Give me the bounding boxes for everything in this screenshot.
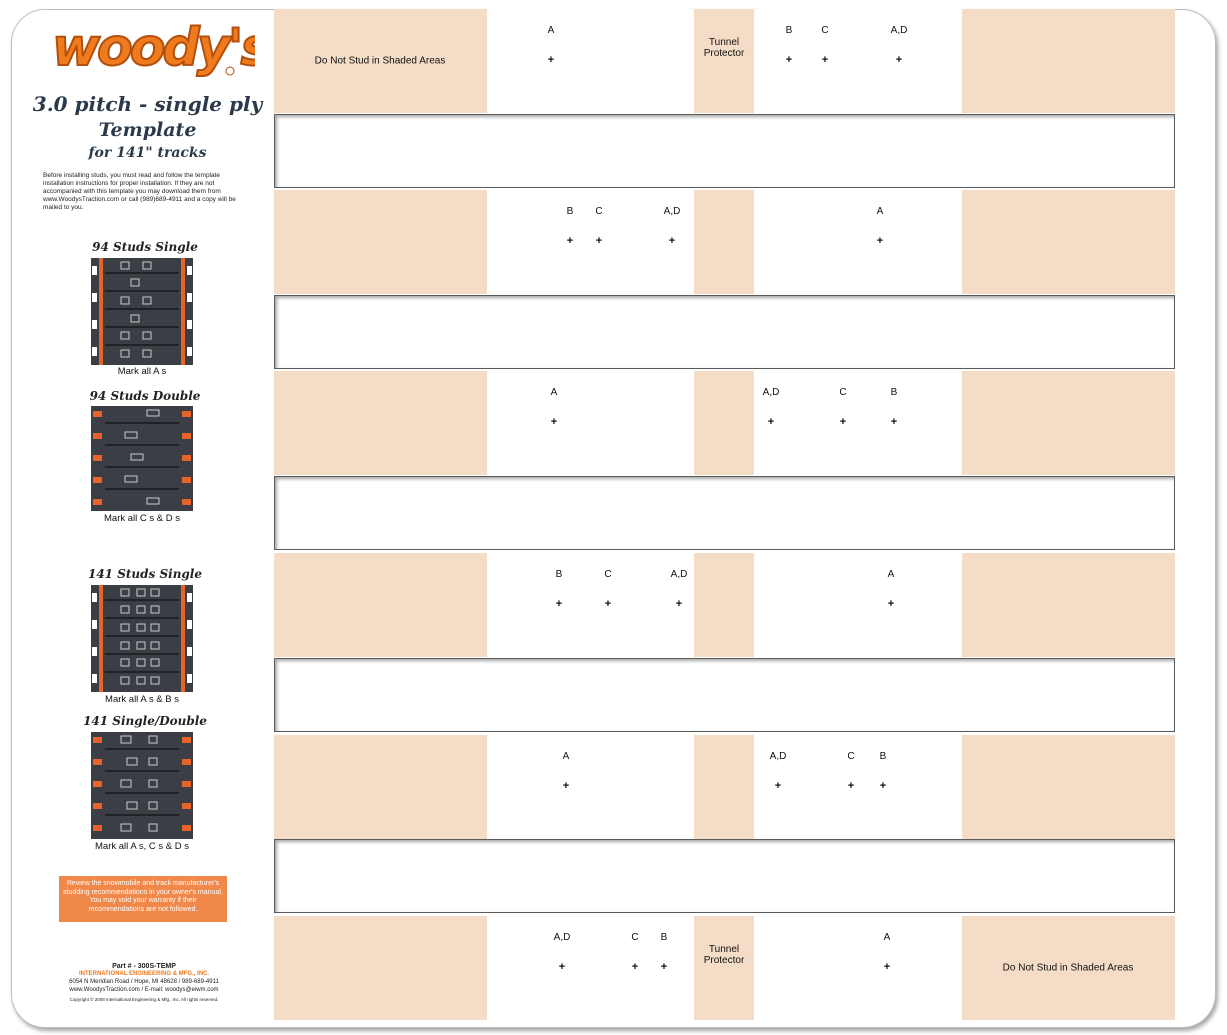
shaded-area bbox=[274, 916, 487, 1020]
stud-mark-plus: + bbox=[767, 416, 775, 428]
track-cutout-slot bbox=[274, 476, 1175, 550]
pattern-title-141-single: 141 Studs Single bbox=[87, 567, 203, 581]
track-cutout-slot bbox=[274, 839, 1175, 913]
stud-label-right: C bbox=[839, 387, 847, 398]
stud-mark-plus: + bbox=[883, 961, 891, 973]
stud-mark-plus: + bbox=[890, 416, 898, 428]
shaded-area bbox=[694, 9, 754, 113]
brand-logo bbox=[50, 15, 255, 85]
pattern-image-94-single bbox=[91, 258, 193, 365]
stud-zone bbox=[487, 735, 694, 839]
stud-label-right: A,D bbox=[890, 25, 908, 36]
stud-zone bbox=[754, 916, 962, 1020]
company-address: 6054 N Meridian Road / Hope, MI 48628 / 989-689-4911 bbox=[69, 979, 219, 985]
template-band bbox=[274, 553, 1175, 657]
template-band bbox=[274, 190, 1175, 294]
shaded-area bbox=[694, 371, 754, 475]
stud-mark-plus: + bbox=[887, 598, 895, 610]
stud-label-right: C bbox=[821, 25, 829, 36]
info-panel bbox=[30, 15, 265, 1015]
shaded-area bbox=[274, 553, 487, 657]
shaded-area bbox=[274, 371, 487, 475]
stud-label-left: B bbox=[555, 569, 563, 580]
pattern-image-141-single-double bbox=[91, 732, 193, 839]
part-number: Part # - 300S-TEMP bbox=[112, 963, 176, 970]
pattern-image-94-double bbox=[91, 406, 193, 511]
track-cutout-slot bbox=[274, 295, 1175, 369]
pattern-image-141-single bbox=[91, 585, 193, 692]
company-name: INTERNATIONAL ENGINEERING & MFG., INC. bbox=[78, 971, 210, 977]
template-band bbox=[274, 735, 1175, 839]
stud-label-left: A bbox=[547, 25, 555, 36]
stud-label-right: A bbox=[883, 932, 891, 943]
stud-label-right: A,D bbox=[762, 387, 780, 398]
stud-label-right: B bbox=[785, 25, 793, 36]
shaded-area bbox=[962, 553, 1175, 657]
stud-label-left: C bbox=[604, 569, 612, 580]
pattern-caption-94-single: Mark all A s bbox=[117, 366, 167, 377]
stud-mark-plus: + bbox=[604, 598, 612, 610]
stud-mark-plus: + bbox=[847, 780, 855, 792]
shaded-area-note: Do Not Stud in Shaded Areas bbox=[1002, 962, 1134, 974]
stud-label-left: A bbox=[562, 751, 570, 762]
stud-zone bbox=[754, 190, 962, 294]
stud-mark-plus: + bbox=[547, 54, 555, 66]
template-band bbox=[274, 371, 1175, 475]
tunnel-protector-label: Tunnel Protector bbox=[703, 37, 745, 59]
shaded-area bbox=[694, 916, 754, 1020]
shaded-area bbox=[962, 371, 1175, 475]
stud-mark-plus: + bbox=[879, 780, 887, 792]
warning-notice: Review the snowmobile and track manufacturer's studding recommendations in your owner's manual. You may void your warranty if their recommendations are not followed. bbox=[59, 876, 227, 922]
stud-mark-plus: + bbox=[631, 961, 639, 973]
stud-mark-plus: + bbox=[668, 235, 676, 247]
stud-label-right: A,D bbox=[769, 751, 787, 762]
template-title-pitch: 3.0 pitch - single ply bbox=[32, 92, 263, 116]
stud-mark-plus: + bbox=[821, 54, 829, 66]
stud-zone bbox=[754, 371, 962, 475]
shaded-area bbox=[962, 9, 1175, 113]
stud-label-left: C bbox=[595, 206, 603, 217]
svg-text:woody's: woody's bbox=[52, 18, 255, 78]
stud-template-grid bbox=[274, 9, 1175, 1021]
pattern-title-94-double: 94 Studs Double bbox=[89, 389, 201, 403]
stud-zone bbox=[754, 553, 962, 657]
shaded-area bbox=[962, 190, 1175, 294]
pattern-title-94-single: 94 Studs Single bbox=[92, 240, 198, 254]
shaded-area bbox=[694, 190, 754, 294]
stud-label-left: A,D bbox=[663, 206, 681, 217]
stud-mark-plus: + bbox=[675, 598, 683, 610]
stud-mark-plus: + bbox=[839, 416, 847, 428]
copyright: Copyright © 2008 International Engineering & Mfg., Inc. All rights reserved. bbox=[69, 997, 219, 1002]
stud-label-left: A,D bbox=[553, 932, 571, 943]
stud-mark-plus: + bbox=[558, 961, 566, 973]
template-subtitle: for 141" tracks bbox=[88, 145, 207, 161]
shaded-area bbox=[274, 735, 487, 839]
shaded-area-note: Do Not Stud in Shaded Areas bbox=[314, 55, 446, 67]
shaded-area bbox=[694, 553, 754, 657]
stud-mark-plus: + bbox=[785, 54, 793, 66]
stud-mark-plus: + bbox=[876, 235, 884, 247]
stud-zone bbox=[487, 9, 694, 113]
stud-mark-plus: + bbox=[562, 780, 570, 792]
stud-label-right: A bbox=[887, 569, 895, 580]
stud-label-right: A bbox=[876, 206, 884, 217]
stud-mark-plus: + bbox=[660, 961, 668, 973]
pattern-title-141-single-double: 141 Single/Double bbox=[83, 714, 207, 728]
stud-label-left: B bbox=[566, 206, 574, 217]
company-web: www.WoodysTraction.com / E-mail: woodys@eiwm.com bbox=[69, 987, 219, 993]
stud-zone bbox=[487, 553, 694, 657]
stud-label-left: C bbox=[631, 932, 639, 943]
stud-label-right: B bbox=[879, 751, 887, 762]
stud-label-left: B bbox=[660, 932, 668, 943]
shaded-area bbox=[694, 735, 754, 839]
tunnel-protector-label: Tunnel Protector bbox=[703, 944, 745, 966]
stud-label-left: A bbox=[550, 387, 558, 398]
stud-label-right: B bbox=[890, 387, 898, 398]
stud-mark-plus: + bbox=[566, 235, 574, 247]
shaded-area bbox=[274, 190, 487, 294]
shaded-area bbox=[962, 735, 1175, 839]
pattern-caption-141-single-double: Mark all A s, C s & D s bbox=[95, 841, 189, 852]
stud-mark-plus: + bbox=[895, 54, 903, 66]
track-cutout-slot bbox=[274, 658, 1175, 732]
stud-mark-plus: + bbox=[550, 416, 558, 428]
pattern-caption-94-double: Mark all C s & D s bbox=[103, 513, 181, 524]
pattern-caption-141-single: Mark all A s & B s bbox=[105, 694, 179, 705]
intro-text: Before installing studs, you must read and follow the template installation instructions for proper installation. If they are not accompanied with this template you may download them from www.WoodysTraction.com or call (989)689-4911 and a copy will be mailed to you. bbox=[43, 172, 236, 211]
stud-mark-plus: + bbox=[555, 598, 563, 610]
stud-zone bbox=[487, 371, 694, 475]
stud-label-left: A,D bbox=[670, 569, 688, 580]
stud-label-right: C bbox=[847, 751, 855, 762]
stud-mark-plus: + bbox=[774, 780, 782, 792]
track-cutout-slot bbox=[274, 114, 1175, 188]
template-title: Template bbox=[98, 119, 197, 141]
stud-mark-plus: + bbox=[595, 235, 603, 247]
